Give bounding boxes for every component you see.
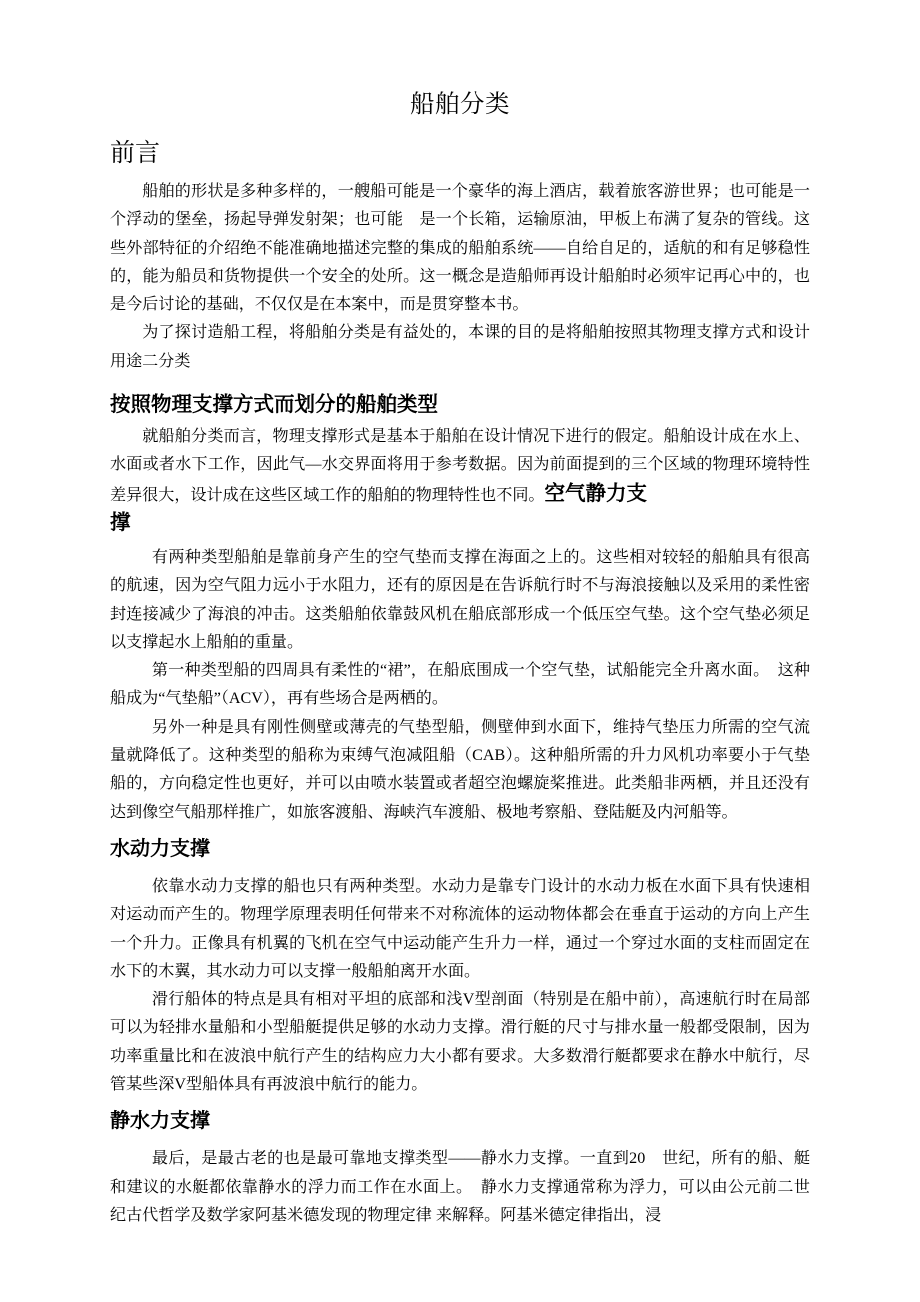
section-heading-preface: 前言	[110, 140, 161, 167]
section-heading-hydrodynamic-support: 水动力支撑	[110, 837, 210, 860]
document-title: 船舶分类	[410, 91, 510, 118]
paragraph: 第一种类型船的四周具有柔性的“裙”，在船底围成一个空气垫，试船能完全升离水面。 这种船成为“气垫船”（ACV），再有些场合是两栖的。	[110, 662, 810, 708]
paragraph-with-inline-heading	[110, 423, 810, 510]
paragraph: 有两种类型船舶是靠前身产生的空气垫而支撑在海面之上的。这些相对较轻的船舶具有很高的航速，因为空气阻力远小于水阻力，还有的原因是在告诉航行时不与海浪接触以及采用的柔性密封连接减少了海浪的冲击。这类船舶依靠鼓风机在船底部形成一个低压空气垫。这个空气垫必须足以支撑起水上船舶的重量。	[110, 548, 810, 651]
paragraph: 船舶的形状是多种多样的，一艘船可能是一个豪华的海上酒店，载着旅客游世界；也可能是一个浮动的堡垒，扬起导弹发射架；也可能 是一个长箱，运输原油，甲板上布满了复杂的管线。这些外部特征的介绍绝不能准确地描述完整的集成的船舶系统——自给自足的，适航的和有足够稳性的，能为船员和货物提供一个安全的处所。这一概念是造船师再设计船舶时必须牢记再心中的，也是今后讨论的基础，不仅仅是在本案中，而是贯穿整本书。	[110, 183, 810, 314]
inline-heading-aerostatic-support-part2: 撑	[110, 511, 131, 534]
paragraph: 另外一种是具有刚性侧壁或薄壳的气垫型船，侧壁伸到水面下，维持气垫压力所需的空气流量就降低了。这种类型的船称为束缚气泡减阻船（CAB）。这种船所需的升力风机功率要小于气垫船的，方向稳定性也更好，并可以由喷水装置或者超空泡螺旋桨推进。此类船非两栖，并且还没有达到像空气船那样推广，如旅客渡船、海峡汽车渡船、极地考察船、登陆艇及内河船等。	[110, 718, 810, 821]
document-content	[110, 88, 810, 1230]
inline-heading-aerostatic-support-part1: 空气静力支	[544, 482, 648, 505]
paragraph: 为了探讨造船工程，将船舶分类是有益处的，本课的目的是将船舶按照其物理支撑方式和设计用途二分类	[110, 324, 810, 370]
paragraph: 滑行船体的特点是具有相对平坦的底部和浅V型剖面（特别是在船中前），高速航行时在局部可以为轻排水量船和小型船艇提供足够的水动力支撑。滑行艇的尺寸与排水量一般都受限制，因为功率重量比和在波浪中航行产生的结构应力大小都有要求。大多数滑行艇都要求在静水中航行，尽管某些深V型船体具有再波浪中航行的能力。	[110, 991, 810, 1094]
section-heading-physical-support-types: 按照物理支撑方式而划分的船舶类型	[110, 394, 438, 417]
section-heading-hydrostatic-support: 静水力支撑	[110, 1110, 210, 1133]
paragraph-text: 就船舶分类而言，物理支撑形式是基本于船舶在设计情况下进行的假定。船舶设计成在水上、水面或者水下工作，因此气—水交界面将用于参考数据。因为前面提到的三个区域的物理环境特性差异很大，设计成在这些区域工作的船舶的物理特性也不同。	[110, 428, 810, 504]
paragraph: 依靠水动力支撑的船也只有两种类型。水动力是靠专门设计的水动力板在水面下具有快速相对运动而产生的。物理学原理表明任何带来不对称流体的运动物体都会在垂直于运动的方向上产生一个升力。正像具有机翼的飞机在空气中运动能产生升力一样，通过一个穿过水面的支柱而固定在水下的木翼，其水动力可以支撑一般船舶离开水面。	[110, 877, 810, 980]
paragraph: 最后，是最古老的也是最可靠地支撑类型——静水力支撑。一直到20 世纪，所有的船、艇和建议的水艇都依靠静水的浮力而工作在水面上。 静水力支撑通常称为浮力，可以由公元前二世纪古代哲学及数学家阿基米德发现的物理定律 来解释。阿基米德定律指出，浸	[110, 1150, 810, 1224]
spacer	[110, 376, 810, 382]
